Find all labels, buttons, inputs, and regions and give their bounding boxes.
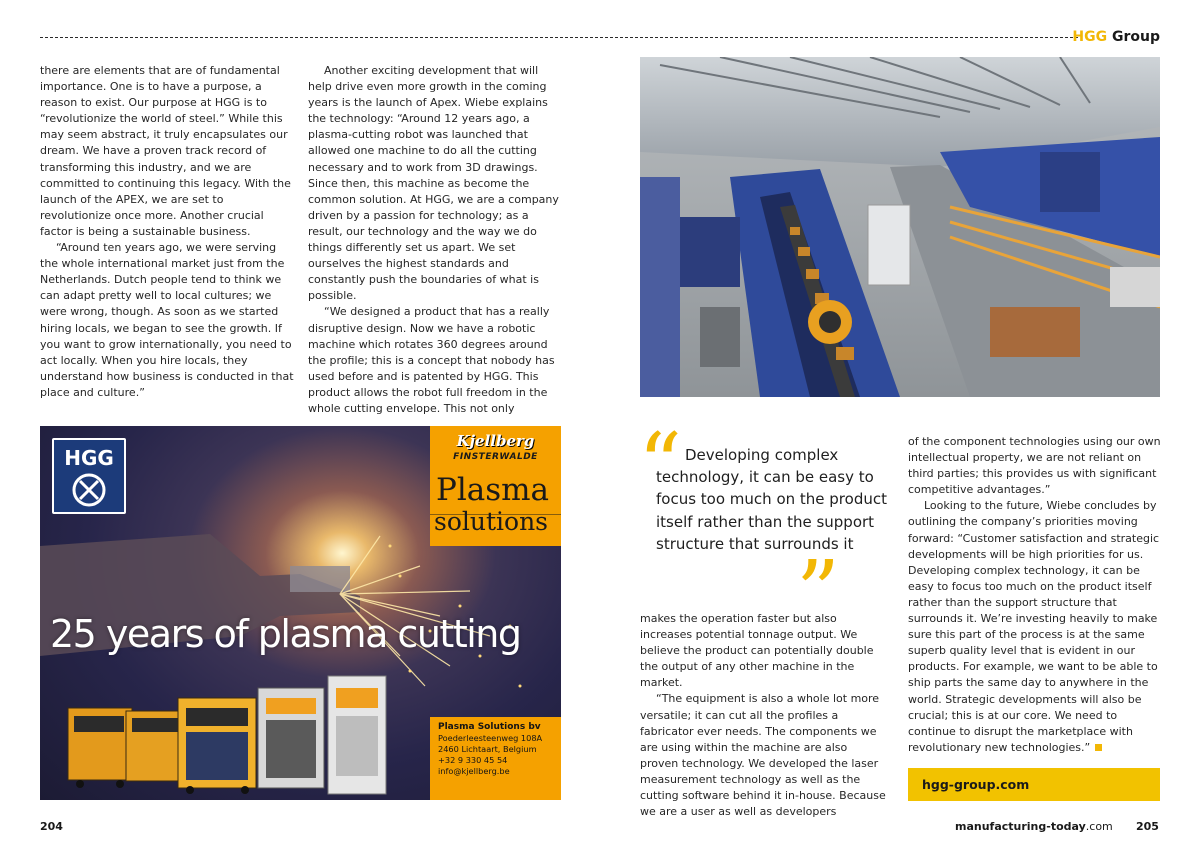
kjellberg-wordmark: Kjellberg [456,432,535,450]
factory-illustration [640,57,1160,397]
brand-part-group: Group [1111,29,1160,45]
article-column-2 [308,63,564,417]
finsterwalde-wordmark: FINSTERWALDE [453,452,538,462]
address-phone: +32 9 330 45 54 [438,755,508,765]
website-box[interactable] [908,768,1160,801]
ad-address-box [430,717,561,800]
paragraph: makes the operation faster but also increases potential tonnage output. We believe the product can potentially double the output of any other machine in the market. [640,612,874,690]
paragraph: Another exciting development that will help drive even more growth in the coming years is the launch of Apex. Wiebe explains the technology: “Around 12 years ago, a plasma-cutting robot was launched that allowed one machine to do all the cutting necessary and to work from 3D drawings. Since then, this machine as become the common solution. At HGG, we are a company driven by a passion for technology; as a result, our technology and the way we do things differently set us apart. We set ourselves the highest standards and constantly push the boundaries of what is possible. [308,64,559,303]
paragraph: “The equipment is also a whole lot more versatile; it can cut all the profiles a fabricator ever needs. The components we are using within the machine are also proven technology. We developed the laser measurement technology as well as the cutting software behind it in-house. Because we are a user as well as developers [640,692,886,819]
plasma-wordmark: Plasma [436,472,550,508]
footer-site [955,820,1113,833]
solutions-wordmark: solutions [434,507,549,536]
pull-quote [656,444,896,555]
address-email: info@kjellberg.be [438,766,510,776]
brand-part-hgg: HGG [1072,29,1108,45]
close-quote-icon: ” [796,543,840,643]
header-rule [40,37,1078,38]
end-of-article-icon [1095,744,1102,751]
hgg-logo-text: HGG [64,446,114,470]
hgg-logo [52,438,126,514]
factory-photo [640,57,1160,397]
address-line: 2460 Lichtaart, Belgium [438,744,537,754]
paragraph: there are elements that are of fundamental importance. One is to have a purpose, a reason to exist. Our purpose at HGG is to “revolutionize the world of steel.” While this may seem abstract, it truly encapsulates our dream. We have a proven track record of transforming this industry, and we are committed to continuing this legacy. With the launch of the APEX, we are set to revolutionize once more. Another crucial factor is being a sustainable business. [40,64,291,238]
ad-headline: 25 years of plasma cutting [50,612,521,656]
paragraph: Looking to the future, Wiebe concludes by outlining the company’s priorities moving forward: “Customer satisfaction and strategic developments will be high priorities for us. Developing complex technology, it can be easy to focus too much on the product itself rather than the support structure that surrounds it. We’re investing heavily to make sure this part of the process is at the same superb quality level that is evident in our products. For example, we want to be able to ship parts the same day to anywhere in the world. Strategic developments will also be crucial; this is at our core. We need to continue to disrupt the marketplace with revolutionary new technologies.” [908,499,1160,754]
website-link[interactable]: hgg-group.com [922,777,1030,792]
paragraph: “We designed a product that has a really disruptive design. Now we have a robotic machine which rotates 360 degrees around the profile; this is a concept that nobody has used before and is patented by HGG. This product allows the robot full freedom in the whole cutting envelope. This not only [308,305,555,415]
footer-site-name: manufacturing-today [955,820,1086,833]
article-column-1 [40,63,296,401]
paragraph: “Around ten years ago, we were serving the whole international market just from the Netherlands. Dutch people tend to think we can adapt pretty well to local cultures; we were wrong, though. As soon as we started hiring locals, we began to see the growth. If you want to grow internationally, you need to act locally. When you hire locals, they understand how business is conducted in that place and culture.” [40,241,294,399]
pull-quote-text: Developing complex technology, it can be easy to focus too much on the product itself rather than the support structure that surrounds it [656,446,887,553]
footer-site-tld: .com [1085,820,1113,833]
hgg-logo-emblem-icon [54,470,124,512]
address-line: Poederleesteenweg 108A [438,733,543,743]
paragraph: of the component technologies using our own intellectual property, we are not reliant on third parties; this provides us with significant competitive advantages.” [908,435,1161,497]
page-number-right: 205 [1136,820,1159,833]
advertisement [40,426,561,800]
brand-logo [1072,29,1160,45]
article-column-3 [640,611,888,820]
kjellberg-logo-box [430,426,561,546]
page-number-left: 204 [40,820,63,833]
article-column-4 [908,434,1164,756]
open-quote-icon: “ [638,415,682,515]
address-company-name: Plasma Solutions bv [438,722,541,732]
